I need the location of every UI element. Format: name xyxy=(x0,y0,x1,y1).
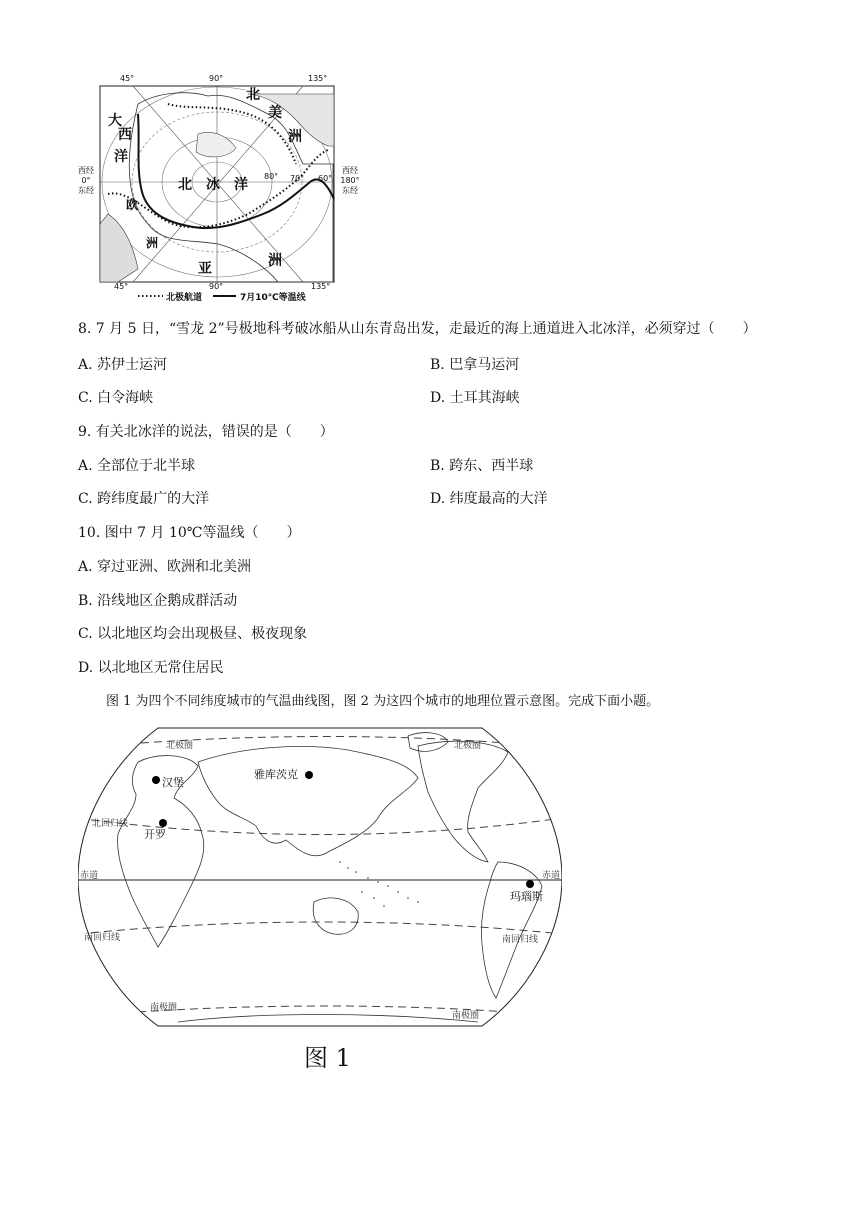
tropic-capricorn-label-left: 南回归线 xyxy=(84,933,121,943)
q8-option-d[interactable]: D. 土耳其海峡 xyxy=(430,390,520,406)
lon-top-135: 135° xyxy=(308,74,328,83)
q10-option-d[interactable]: D. 以北地区无常住居民 xyxy=(78,660,224,676)
q10-option-b[interactable]: B. 沿线地区企鹅成群活动 xyxy=(78,593,238,609)
arctic-map xyxy=(78,74,368,304)
label-lat-60: 60° xyxy=(318,174,333,183)
q9-option-b[interactable]: B. 跨东、西半球 xyxy=(430,458,534,474)
lon-left-east: 东经 xyxy=(78,186,94,195)
lon-bottom-45: 45° xyxy=(114,282,129,291)
lon-top-45: 45° xyxy=(120,74,135,83)
q10-option-c[interactable]: C. 以北地区均会出现极昼、极夜现象 xyxy=(78,626,308,642)
q9-option-a[interactable]: A. 全部位于北半球 xyxy=(78,458,196,474)
equator-label-left: 赤道 xyxy=(80,871,99,881)
label-arctic-yang: 洋 xyxy=(234,177,248,193)
lon-bottom-90: 90° xyxy=(209,282,224,291)
intro-text: 图 1 为四个不同纬度城市的气温曲线图，图 2 为这四个城市的地理位置示意图。完成下面小题。 xyxy=(106,694,660,709)
label-eu-zhou: 洲 xyxy=(146,236,159,250)
label-arctic-bei: 北 xyxy=(178,177,192,193)
label-na-zhou: 洲 xyxy=(288,129,302,145)
figure-caption: 图 1 xyxy=(304,1044,351,1072)
city-dot-manaus xyxy=(526,880,534,888)
antarctic-circle-label-left: 南极圈 xyxy=(150,1003,178,1013)
legend-isotherm-label: 7月10℃等温线 xyxy=(240,293,306,303)
label-lat-80: 80° xyxy=(264,172,279,181)
label-lat-70: 70° xyxy=(290,174,305,183)
label-na-bei: 北 xyxy=(246,87,260,103)
arctic-map-figure xyxy=(78,74,368,304)
question-8-stem: 8. 7 月 5 日，“雪龙 2”号极地科考破冰船从山东青岛出发，走最近的海上通道进入北冰洋，必须穿过（ ） xyxy=(78,321,757,337)
tropic-cancer-label: 北回归线 xyxy=(92,819,129,829)
q8-option-c[interactable]: C. 白令海峡 xyxy=(78,390,154,406)
label-na-mei: 美 xyxy=(268,105,282,121)
label-eu-ou: 欧 xyxy=(126,198,139,212)
q10-option-a[interactable]: A. 穿过亚洲、欧洲和北美洲 xyxy=(78,559,252,575)
city-label-manaus: 玛瑙斯 xyxy=(510,890,543,903)
label-da: 大 xyxy=(108,113,122,129)
lon-left-zero: 0° xyxy=(81,176,91,185)
label-asia-ya: 亚 xyxy=(198,261,212,277)
city-label-cairo: 开罗 xyxy=(144,828,166,841)
city-dot-hamburg xyxy=(152,776,160,784)
lon-right-east: 东经 xyxy=(342,186,358,195)
lon-right-label xyxy=(336,166,364,196)
lon-right-180: 180° xyxy=(340,176,360,185)
label-arctic-bing: 冰 xyxy=(206,177,220,193)
lon-left-label xyxy=(74,166,98,196)
lon-right-west: 西经 xyxy=(342,166,358,175)
question-10-stem: 10. 图中 7 月 10℃等温线（ ） xyxy=(78,525,301,541)
q8-option-a[interactable]: A. 苏伊士运河 xyxy=(78,357,168,373)
arctic-circle-label-left: 北极圈 xyxy=(166,741,194,751)
question-9-stem: 9. 有关北冰洋的说法，错误的是（ ） xyxy=(78,424,334,440)
label-xi: 西 xyxy=(118,127,132,143)
q8-option-b[interactable]: B. 巴拿马运河 xyxy=(430,357,520,373)
tropic-capricorn-label-right: 南回归线 xyxy=(502,935,539,945)
label-yang-left: 洋 xyxy=(114,149,128,165)
lon-left-west: 西经 xyxy=(78,166,94,175)
lon-bottom-135: 135° xyxy=(311,282,331,291)
antarctic-circle-label-right: 南极圈 xyxy=(452,1011,480,1021)
q9-option-d[interactable]: D. 纬度最高的大洋 xyxy=(430,491,548,507)
equator-label-right: 赤道 xyxy=(542,871,561,881)
lon-top-90: 90° xyxy=(209,74,224,83)
world-map-figure xyxy=(78,722,562,1032)
city-dot-yakutsk xyxy=(305,771,313,779)
legend-route-label: 北极航道 xyxy=(166,293,203,303)
arctic-circle-label-right: 北极圈 xyxy=(454,741,482,751)
label-asia-zhou: 洲 xyxy=(268,253,282,269)
city-label-yakutsk: 雅库茨克 xyxy=(254,768,298,781)
q9-option-c[interactable]: C. 跨纬度最广的大洋 xyxy=(78,491,210,507)
world-map xyxy=(78,722,562,1032)
city-label-hamburg: 汉堡 xyxy=(162,776,184,789)
